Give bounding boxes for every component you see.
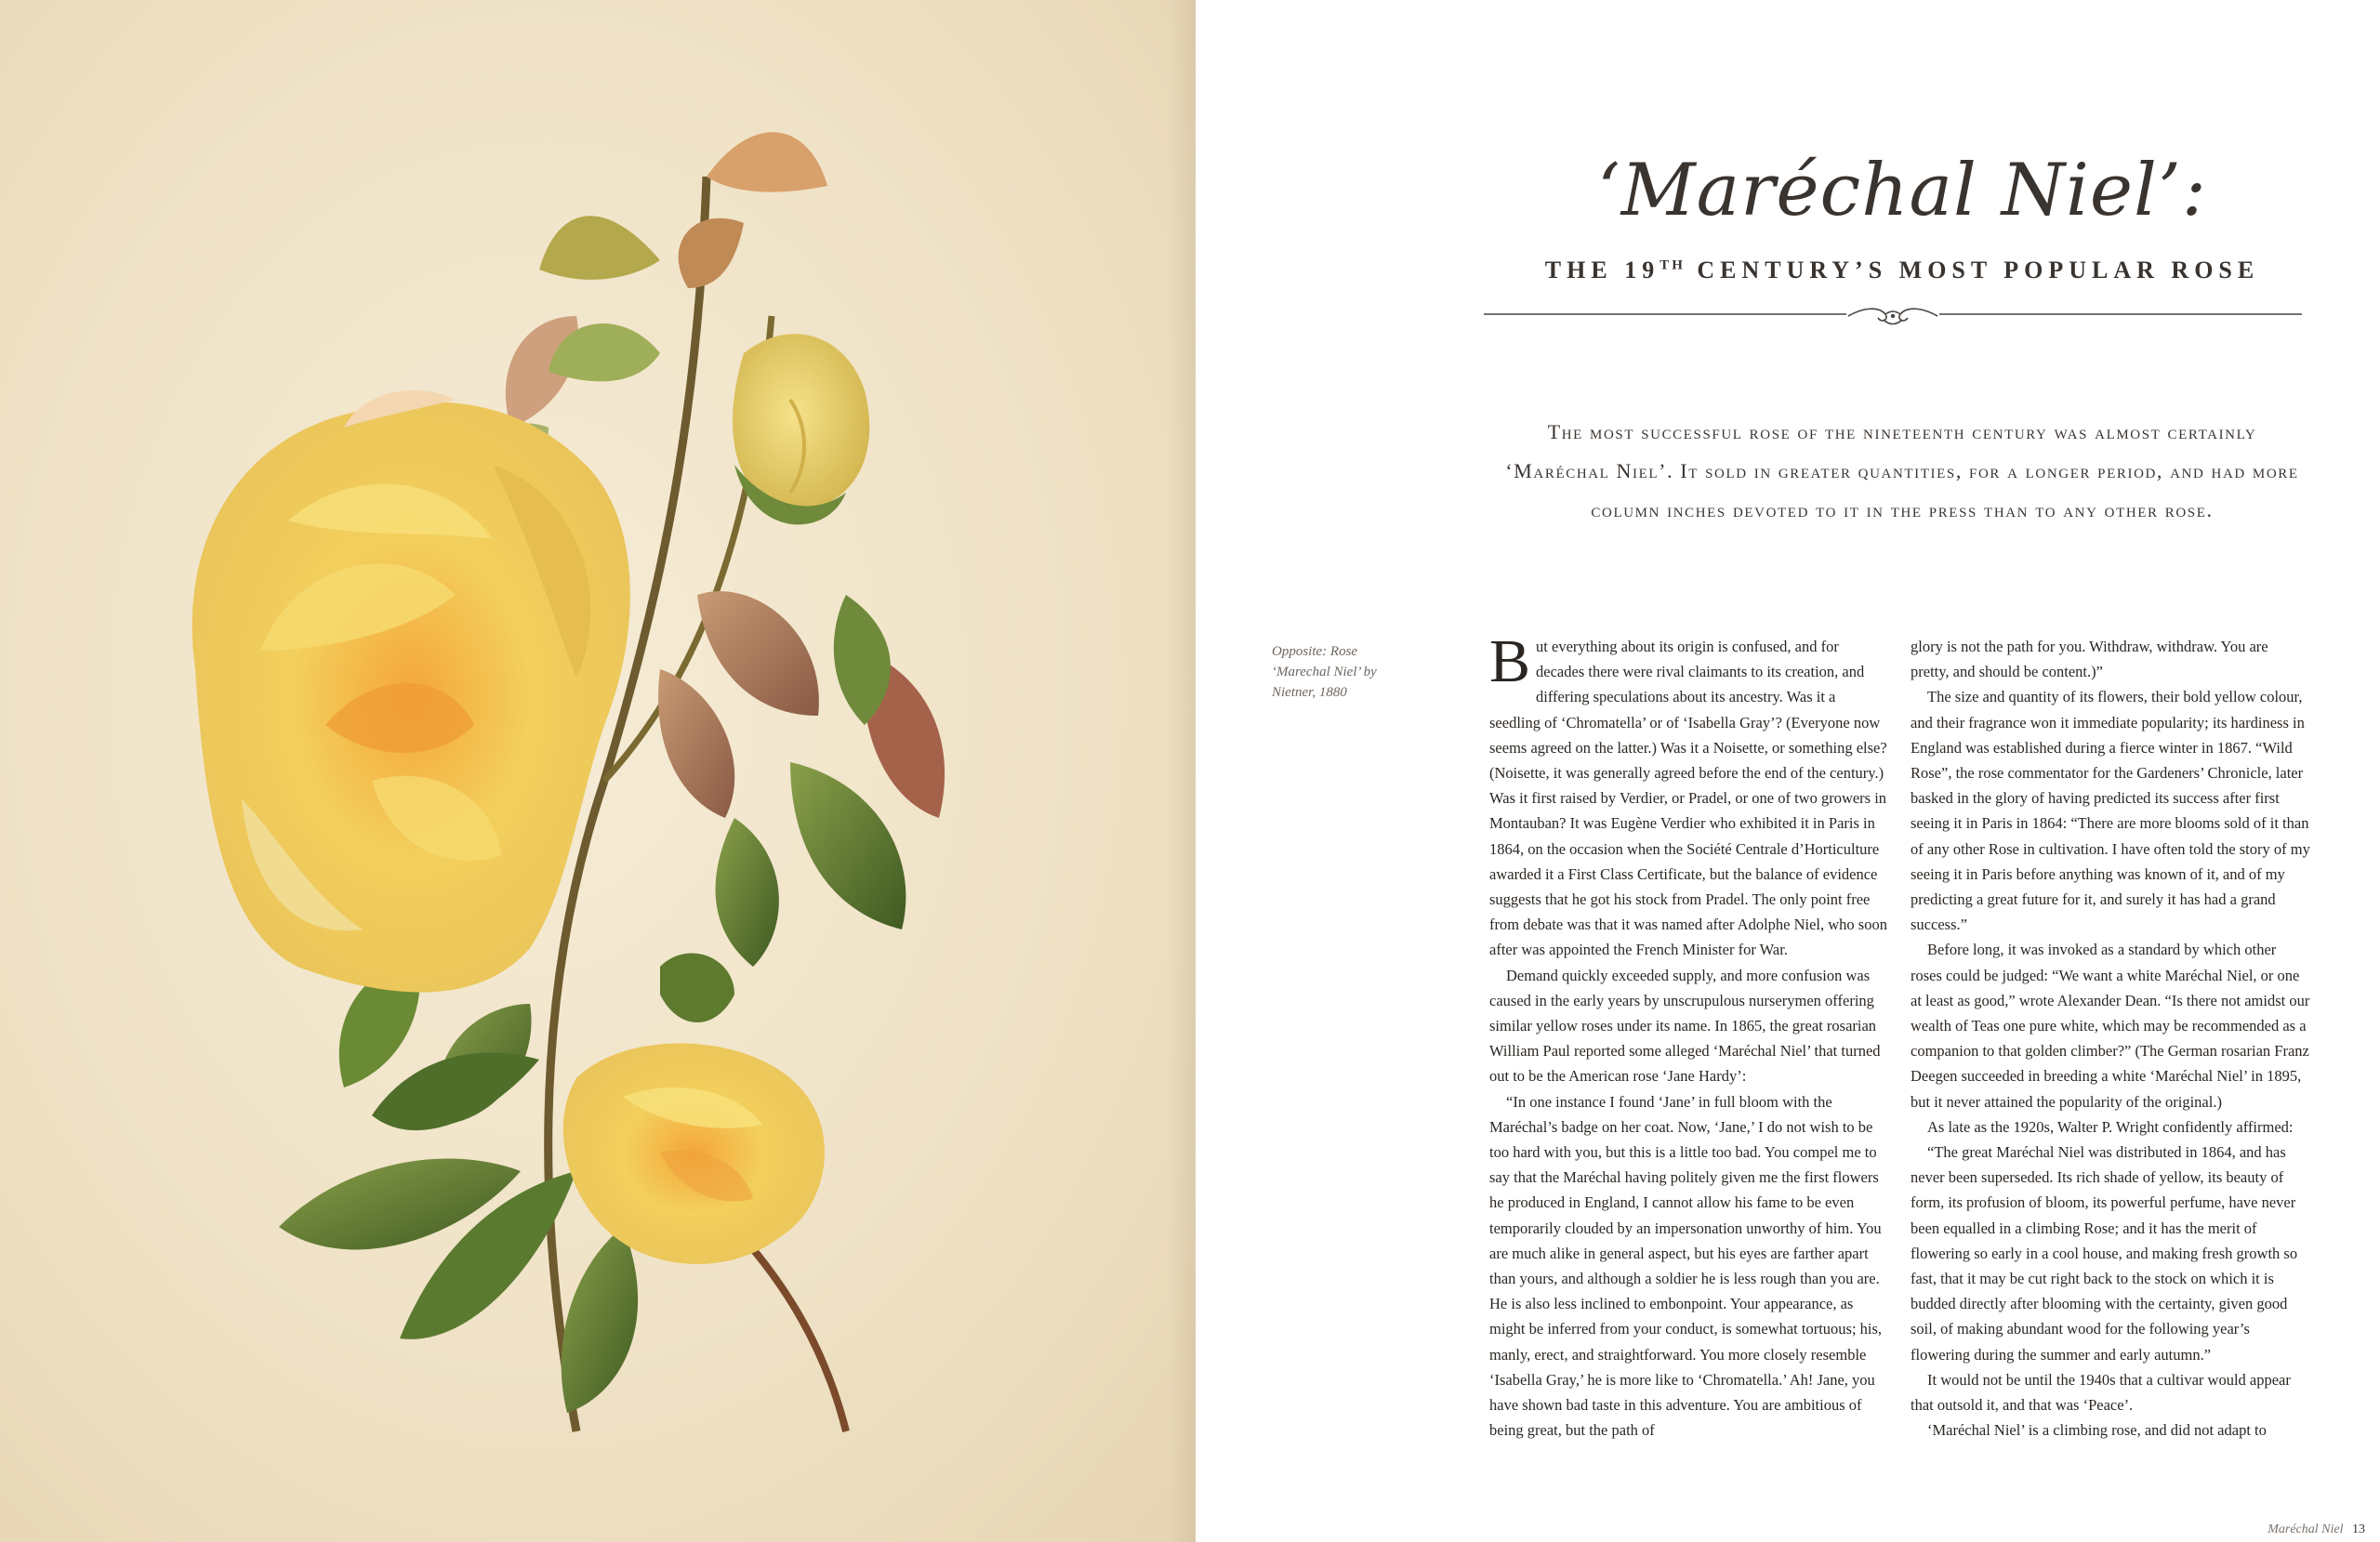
- page-footer: [2179, 1522, 2365, 1537]
- body-paragraph: Before long, it was invoked as a standard by which other roses could be judged: “We want a white Maréchal Niel, or one at least as good,” wrote Alexander Dean. “Is there not amidst our wealth of Teas one pure white, which may be recommended as a companion to that golden climber?” (The German rosarian Franz Deegen succeeded in breeding a white ‘Maréchal Niel’ in 1895, but it never attained the popularity of the original.): [1911, 941, 2310, 1111]
- chapter-title: ‘Maréchal Niel’:: [1596, 149, 2208, 232]
- subtitle-text-before: THE 19: [1544, 257, 1660, 283]
- chapter-subtitle: [1474, 257, 2330, 284]
- body-paragraph: glory is not the path for you. Withdraw, withdraw. You are pretty, and should be content.)”: [1911, 638, 2268, 681]
- body-paragraph: “In one instance I found ‘Jane’ in full bloom with the Maréchal’s badge on her coat. Now, ‘Jane,’ I do not wish to be too hard with you, but this is a little too bad. You compel me to say that the Maréchal having politely given me the first flowers he produced in England, I cannot allow his fame to be even temporarily clouded by an impersonation unworthy of him. You are much alike in general aspect, but his eyes are farther apart than yours, and although a soldier he is less rough than you are. He is also less inclined to embonpoint. Your appearance, as might be inferred from your conduct, is somewhat tortuous; his, manly, erect, and straightforward. You more closely resemble ‘Isabella Gray,’ he is more like to ‘Chromatella.’ Ah! Jane, you have shown bad taste in this adventure. You are ambitious of being great, but the path of: [1489, 1092, 1883, 1440]
- leaf: [679, 218, 744, 288]
- leaf: [707, 132, 827, 191]
- right-page-text: [1196, 0, 2380, 1542]
- open-rose-bloom: [192, 390, 630, 993]
- body-paragraph: It would not be until the 1940s that a cultivar would appear that outsold it, and that was ‘Peace’.: [1911, 1370, 2291, 1415]
- page-number: 13: [2352, 1522, 2365, 1536]
- running-head: Maréchal Niel: [2268, 1522, 2344, 1536]
- body-paragraph: As late as the 1920s, Walter P. Wright confidently affirmed:: [1927, 1117, 2294, 1136]
- body-column-1: [1489, 627, 1889, 1443]
- leaf: [716, 818, 779, 967]
- lower-rose-bloom: [563, 1044, 825, 1265]
- drop-cap: B: [1489, 627, 1531, 695]
- leaf: [658, 669, 734, 818]
- ornamental-divider: [1484, 299, 2302, 333]
- leaf: [372, 1053, 539, 1131]
- illustration-caption: Opposite: Rose ‘Marechal Niel’ by Nietner, 1880: [1272, 644, 1377, 700]
- body-column-2: [1911, 634, 2310, 1443]
- body-paragraph: ‘Maréchal Niel’ is a climbing rose, and did not adapt to: [1927, 1421, 2267, 1440]
- leaf: [539, 216, 660, 280]
- body-paragraph: [1489, 627, 1889, 963]
- green-bud: [660, 954, 734, 1022]
- body-paragraph: Demand quickly exceeded supply, and more confusion was caused in the early years by unscrupulous nurserymen offering similar yellow roses under its name. In 1865, the great rosarian William Paul reported some alleged ‘Maréchal Niel’ that turned out to be the American rose ‘Jane Hardy’:: [1489, 966, 1881, 1086]
- body-paragraph-text: ut everything about its origin is confused, and for decades there were rival claimants to its creation, and differing speculations about its ancestry. Was it a seedling of ‘Chromatella’ or of ‘Isabella Gray’? (Everyone now seems agreed on the latter.) Was it a Noisette, or something else? (Noisette, it was generally agreed before the end of the century.) Was it first raised by Verdier, or Pradel, or one of two growers in Montauban? It was Eugène Verdier who exhibited it in Paris in 1864, on the occasion when the Société Centrale d’Horticulture awarded it a First Class Certificate, but the balance of evidence suggests that he got his stock from Pradel. The only point free from debate was that it was named after Adolphe Niel, who soon after was appointed the French Minister for War.: [1489, 638, 1887, 959]
- intro-paragraph: The most successful rose of the nineteenth century was almost certainly ‘Maréchal Niel’. It sold in greater quantities, for a longer period, and had more column inches devoted to it in the press than to any other rose.: [1505, 420, 2299, 521]
- body-paragraph: “The great Maréchal Niel was distributed in 1864, and has never been superseded. Its rich shade of yellow, its beauty of form, its profusion of bloom, its powerful perfume, have never been equalled in a climbing Rose; and it has the merit of flowering so early in a cool house, and making fresh growth so fast, that it may be cut right back to the stock on which it is budded directly after blooming with the certainty, given good soil, of making abundant wood for the following year’s flowering during the summer and early autumn.”: [1911, 1143, 2298, 1364]
- leaf: [790, 762, 906, 929]
- page-gutter-shadow: [1168, 0, 1196, 1542]
- rose-bud: [733, 334, 869, 524]
- subtitle-text-after: CENTURY’S MOST POPULAR ROSE: [1685, 257, 2260, 283]
- yellow-rose-illustration: [139, 74, 976, 1506]
- leaf: [697, 591, 819, 716]
- subtitle-superscript: TH: [1659, 257, 1686, 273]
- leaf: [562, 1227, 638, 1413]
- body-paragraph: The size and quantity of its flowers, their bold yellow colour, and their fragrance won it immediate popularity; its hardiness in England was established during a fierce winter in 1867. “Wild Rose”, the rose commentator for the Gardeners’ Chronicle, later basked in the glory of having predicted its success after first seeing it in Paris in 1864: “There are more blooms sold of it than of any other Rose in cultivation. I have often told the story of my seeing it in Paris before anything was known of it, and of my predicting a great future for it, and surely it has had a grand success.”: [1911, 688, 2310, 934]
